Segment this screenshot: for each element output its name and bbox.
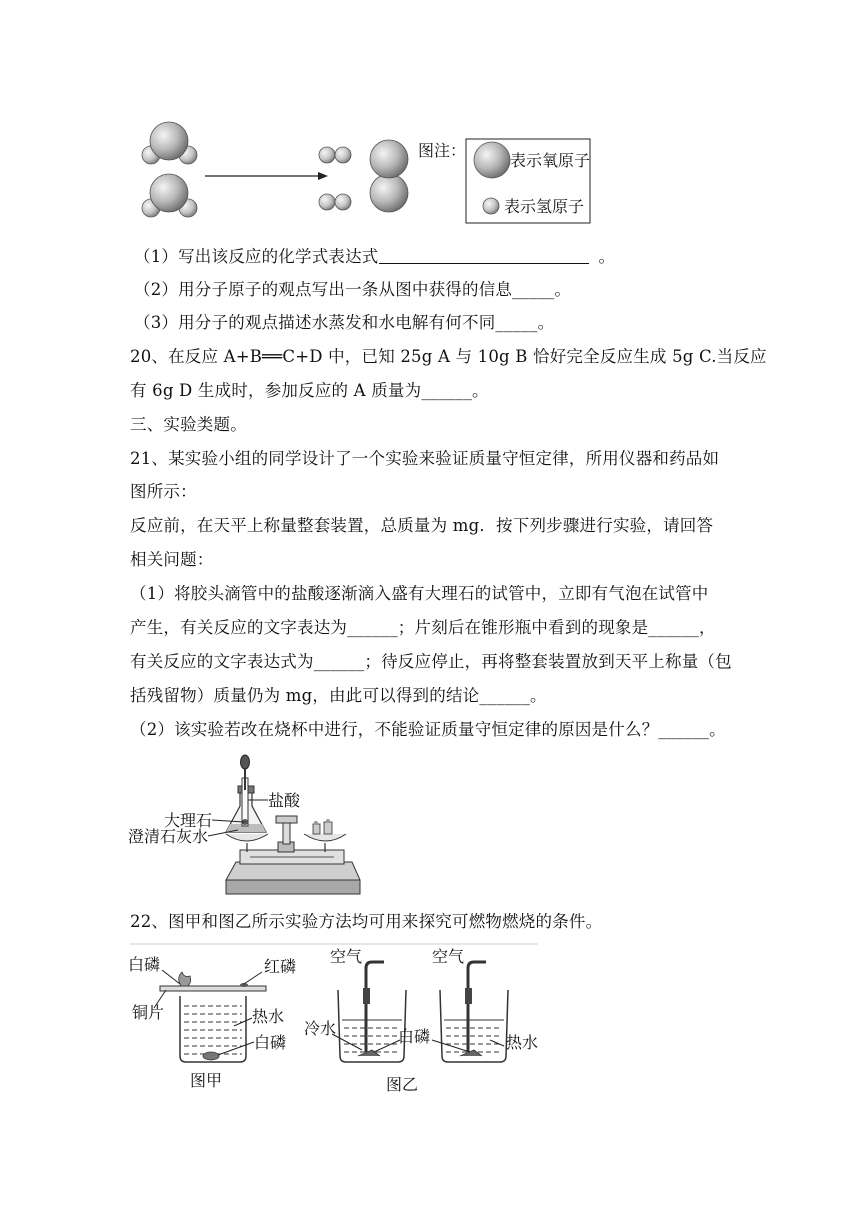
q20-line1: 20、在反应 A+B══C+D 中，已知 25g A 与 10g B 恰好完全反应生成 5g C.当反应: [130, 347, 767, 366]
reaction-arrow: [205, 172, 328, 180]
oxygen-atom-icon: [474, 142, 510, 178]
section-title: 三、实验类题。: [130, 415, 247, 434]
caption-figure-b: 图乙: [386, 1075, 419, 1094]
legend-oxygen-label: 表示氧原子: [510, 151, 591, 170]
water-molecule: [142, 174, 197, 217]
legend-title: 图注：: [418, 141, 467, 160]
q21-line6: 产生，有关反应的文字表达为______；片刻后在锥形瓶中看到的现象是______，: [130, 618, 716, 637]
q19-part1: （1）写出该反应的化学式表达式 。: [134, 247, 616, 266]
combustion-experiment-diagram: [120, 940, 550, 1100]
legend-hydrogen-label: 表示氢原子: [504, 197, 585, 216]
balance-base: [226, 842, 360, 894]
q19-part2: （2）用分子原子的观点写出一条从图中获得的信息_____。: [134, 280, 572, 299]
label-marble: 大理石: [164, 811, 213, 830]
label-white-phosphorus-bottom: 白磷: [254, 1033, 287, 1052]
label-cold-water: 冷水: [304, 1019, 337, 1038]
label-air-2: 空气: [432, 947, 465, 966]
label-acid: 盐酸: [268, 791, 301, 810]
balance-pan-left: [226, 834, 268, 852]
label-hot-water-2: 热水: [506, 1033, 539, 1052]
white-phosphorus-flame: [179, 972, 191, 986]
q21-line3: 反应前，在天平上称量整套装置，总质量为 mg．按下列步骤进行实验，请回答: [130, 516, 714, 535]
label-air-1: 空气: [330, 947, 363, 966]
hydrogen-molecule: [319, 147, 351, 163]
q21-line9: （2）该实验若改在烧杯中进行，不能验证质量守恒定律的原因是什么？______。: [130, 720, 726, 739]
label-white-phosphorus-mid: 白磷: [398, 1027, 431, 1046]
q21-line4: 相关问题：: [130, 550, 214, 569]
q22-line1: 22、图甲和图乙所示实验方法均可用来探究可燃物燃烧的条件。: [130, 912, 603, 931]
label-limewater: 澄清石灰水: [128, 827, 209, 846]
answer-blank: [379, 247, 589, 264]
q21-line2: 图所示：: [130, 482, 197, 501]
copper-plate: [160, 986, 266, 991]
label-white-phosphorus-top: 白磷: [128, 955, 161, 974]
q19-part3: （3）用分子的观点描述水蒸发和水电解有何不同_____。: [134, 313, 555, 332]
q21-line8: 括残留物）质量仍为 mg，由此可以得到的结论______。: [130, 686, 547, 705]
hydrogen-atom-icon: [483, 198, 499, 214]
q20-line2: 有 6g D 生成时，参加反应的 A 质量为______。: [130, 381, 489, 400]
q21-line1: 21、某实验小组的同学设计了一个实验来验证质量守恒定律，所用仪器和药品如: [130, 449, 720, 468]
balance-apparatus-diagram: [120, 752, 370, 902]
caption-figure-a: 图甲: [190, 1071, 223, 1090]
beaker-b1: [338, 962, 406, 1062]
beaker-b2: [440, 962, 508, 1062]
q21-line7: 有关反应的文字表达式为______；待反应停止，再将整套装置放到天平上称量（包: [130, 652, 732, 671]
beaker-a: [180, 996, 246, 1062]
label-red-phosphorus: 红磷: [264, 957, 297, 976]
reaction-diagram: [0, 100, 860, 230]
balance-post: [276, 816, 297, 844]
water-molecule: [142, 122, 197, 164]
label-copper-plate: 铜片: [132, 1003, 165, 1022]
balance-pan-right: [304, 819, 346, 852]
oxygen-molecule: [370, 140, 408, 212]
q21-line5: （1）将胶头滴管中的盐酸逐渐滴入盛有大理石的试管中，立即有气泡在试管中: [130, 584, 709, 603]
hydrogen-molecule: [319, 194, 351, 210]
label-hot-water: 热水: [252, 1007, 285, 1026]
